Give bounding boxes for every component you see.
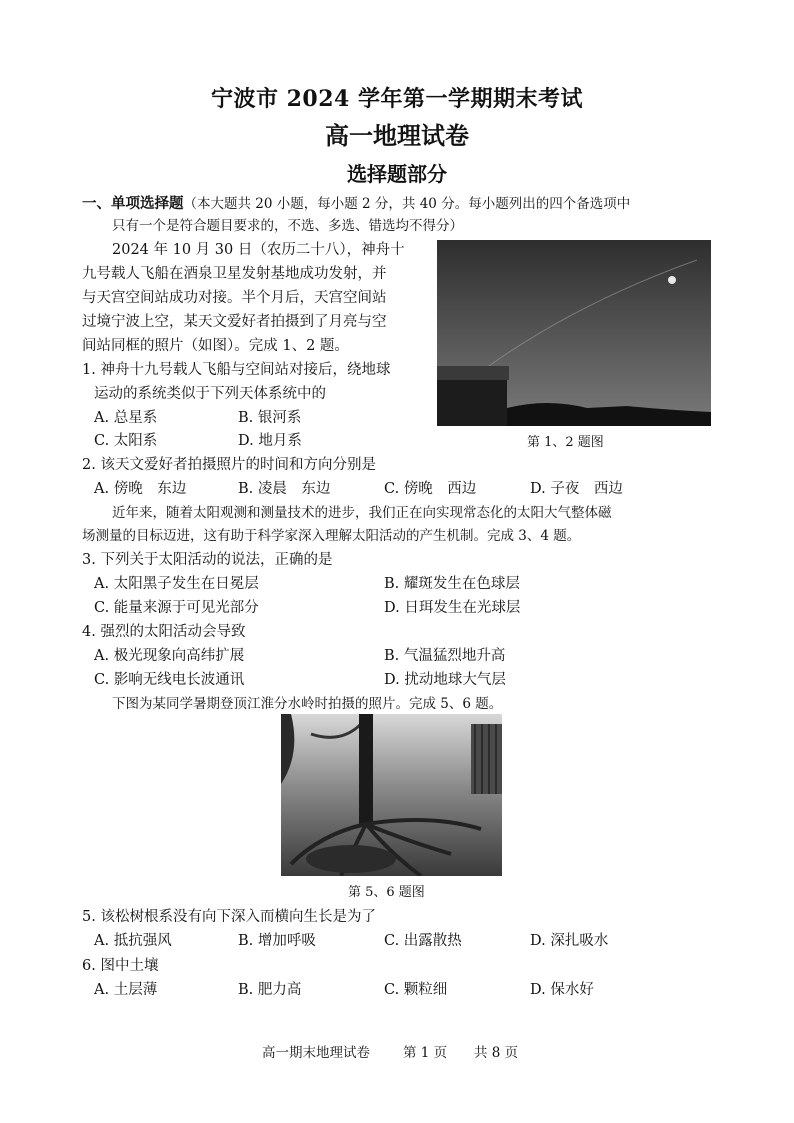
passage1-line-1: 2024 年 10 月 30 日（农历二十八），神舟十 [112, 242, 405, 258]
section-heading: 一、单项选择题 [82, 195, 184, 212]
q4-option-c: C. 影响无线电长波通讯 [94, 672, 245, 688]
q4-stem: 4. 强烈的太阳活动会导致 [82, 624, 246, 640]
instructions-line-1: （本大题共 20 小题，每小题 2 分，共 40 分。每小题列出的四个备选项中 [183, 196, 631, 212]
q3-option-b: B. 耀斑发生在色球层 [384, 576, 520, 592]
footer-page-number: 第 1 页 [403, 1045, 448, 1061]
q5-option-d: D. 深扎吸水 [530, 933, 609, 949]
q5-stem: 5. 该松树根系没有向下深入而横向生长是为了 [82, 909, 376, 925]
passage1-line-5: 间站同框的照片（如图）。完成 1、2 题。 [82, 338, 349, 354]
passage1-line-2: 九号载人飞船在酒泉卫星发射基地成功发射，并 [82, 266, 387, 282]
exam-title: 宁波市 2024 学年第一学期期末考试 [210, 86, 584, 112]
q3-option-a: A. 太阳黑子发生在日冕层 [94, 576, 259, 592]
pine-roots-illustration [281, 714, 502, 876]
q6-option-b: B. 肥力高 [238, 982, 302, 998]
passage1-line-3: 与天宫空间站成功对接。半个月后，天宫空间站 [82, 290, 387, 306]
figure-caption-1-2: 第 1、2 题图 [527, 435, 604, 450]
q4-option-d: D. 扰动地球大气层 [384, 672, 506, 688]
q5-option-c: C. 出露散热 [384, 933, 462, 949]
figure-caption-5-6: 第 5、6 题图 [348, 885, 425, 900]
q6-option-a: A. 土层薄 [94, 982, 158, 998]
part-title: 选择题部分 [347, 162, 447, 186]
q4-option-a: A. 极光现象向高纬扩展 [94, 648, 245, 664]
q5-option-b: B. 增加呼吸 [238, 933, 316, 949]
q4-option-b: B. 气温猛烈地升高 [384, 648, 506, 664]
q3-stem: 3. 下列关于太阳活动的说法，正确的是 [82, 552, 333, 568]
q1-option-b: B. 银河系 [238, 410, 302, 426]
q1-option-d: D. 地月系 [238, 433, 302, 449]
passage2-line-2: 场测量的目标迈进，这有助于科学家深入理解太阳活动的产生机制。完成 3、4 题。 [82, 528, 581, 544]
footer-page-total: 共 8 页 [474, 1045, 519, 1061]
q2-stem: 2. 该天文爱好者拍摄照片的时间和方向分别是 [82, 457, 376, 473]
q2-option-d: D. 子夜 西边 [530, 481, 623, 497]
instructions-line-2: 只有一个是符合题目要求的，不选、多选、错选均不得分） [112, 218, 463, 234]
q1-stem-line-1: 1. 神舟十九号载人飞船与空间站对接后，绕地球 [82, 362, 391, 378]
q1-option-c: C. 太阳系 [94, 433, 158, 449]
passage3-line: 下图为某同学暑期登顶江淮分水岭时拍摄的照片。完成 5、6 题。 [112, 696, 503, 712]
q2-option-b: B. 凌晨 东边 [238, 481, 331, 497]
q3-option-d: D. 日珥发生在光球层 [384, 600, 521, 616]
q6-option-c: C. 颗粒细 [384, 982, 448, 998]
passage1-line-4: 过境宁波上空，某天文爱好者拍摄到了月亮与空 [82, 314, 387, 330]
pine-roots-photo [281, 714, 502, 876]
q1-option-a: A. 总星系 [94, 410, 158, 426]
q2-option-a: A. 傍晚 东边 [94, 481, 187, 497]
passage2-line-1: 近年来，随着太阳观测和测量技术的进步，我们正在向实现常态化的太阳大气整体磁 [112, 505, 612, 521]
paper-subject: 高一地理试卷 [325, 121, 469, 150]
q6-stem: 6. 图中土壤 [82, 958, 159, 974]
q6-option-d: D. 保水好 [530, 982, 594, 998]
section-instructions [82, 193, 630, 215]
q1-stem-line-2: 运动的系统类似于下列天体系统中的 [94, 386, 326, 402]
moon-space-station-photo [437, 240, 711, 426]
q5-option-a: A. 抵抗强风 [94, 933, 172, 949]
footer-exam-name: 高一期末地理试卷 [262, 1045, 370, 1061]
q3-option-c: C. 能量来源于可见光部分 [94, 600, 259, 616]
q2-option-c: C. 傍晚 西边 [384, 481, 477, 497]
night-sky-illustration [437, 240, 711, 426]
